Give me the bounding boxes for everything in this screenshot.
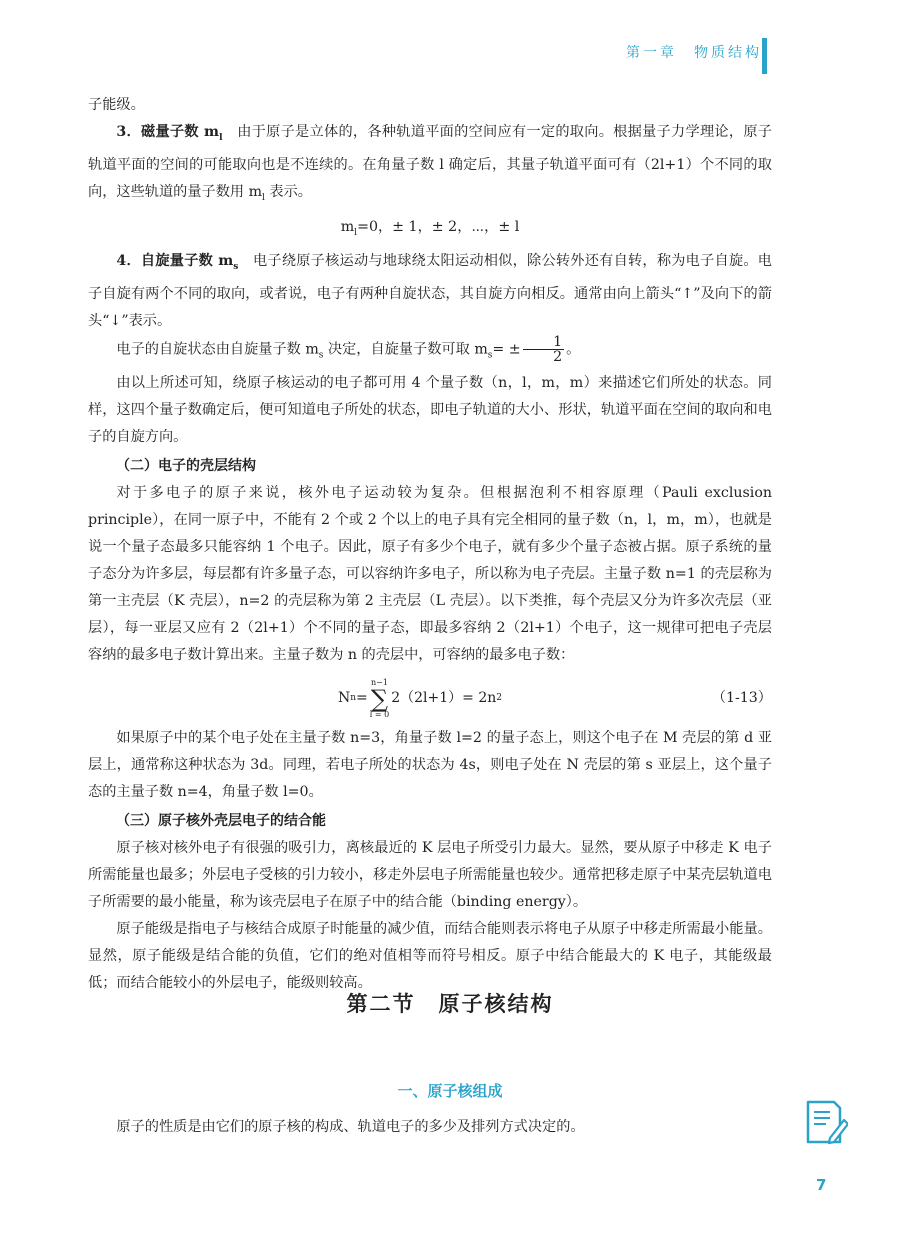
note-pencil-icon [804, 1098, 848, 1146]
paragraph-magnetic-quantum: 3．磁量子数 $m_l$ 由于原子是立体的，各种轨道平面的空间应有一定的取向。根据量子力学理论，原子轨道平面的空间的可能取向也是不连续的。在角量子数 l 确定后，其量子轨道平面可有（2l+1）个不同的取向，这些轨道的量子数用 $m_l$ 表示。 [88, 124, 772, 203]
header-accent-bar [762, 38, 767, 74]
paragraph-spin-quantum: 4．自旋量子数 $m_s$ 电子绕原子核运动与地球绕太阳运动相似，除公转外还有自转，称为电子自旋。电子自旋有两个不同的取向，或者说，电子有两种自旋状态，其自旋方向相反。通常由向上箭头“↑”及向下的箭头“↓”表示。 [88, 253, 772, 330]
heading-shell-structure: （二）电子的壳层结构 [116, 457, 256, 474]
page-number: 7 [816, 1176, 827, 1194]
section-title: 第二节 原子核结构 [346, 992, 554, 1016]
paragraph: 原子核对核外电子有很强的吸引力，离核最近的 K 层电子所受引力最大。显然，要从原子中移走 K 电子所需能量也最多；外层电子受核的引力较小，移走外层电子所需能量也较少。通常把移走原子中某壳层轨道电子所需要的最小能量，称为该壳层电子在原子中的结合能（binding energy）。 [88, 839, 772, 910]
term-label: 4．自旋量子数 $m_s$ [116, 253, 239, 273]
equation-body: N n = n−1 ∑ l = 0 2（2l+1）= 2n 2 [338, 677, 502, 719]
paragraph-spin-value: 电子的自旋状态由自旋量子数 $m_s$ 决定，自旋量子数可取 $m_s=$ ± $\frac{1}{2}$ 。 [116, 334, 581, 366]
subsection-title: 一、原子核组成 [397, 1082, 503, 1100]
paragraph: 子能级。 [88, 97, 145, 113]
fraction: $\frac{1}{2}$ [523, 335, 564, 364]
paragraph: 对于多电子的原子来说，核外电子运动较为复杂。但根据泡利不相容原理（Pauli exclusion principle），在同一原子中，不能有 2 个或 2 个以上的电子具有完全相同的量子数（n，l，m，m），也就是说一个量子态最多只能容纳 1 个电子。因此，原子有多少个电子，就有多少个量子态被占据。原子系统的量子态分为许多层，每层都有许多量子态，可以容纳许多电子，所以称为电子壳层。主量子数 n=1 的壳层称为第一主壳层（K 壳层），n=2 的壳层称为第 2 主壳层（L 壳层）。以下类推，每个壳层又分为许多次壳层（亚层），每一亚层又应有 2（2l+1）个不同的量子态，即最多容纳 2（2l+1）个电子，这一规律可把电子壳层容纳的最多电子数计算出来。主量子数为 n 的壳层中，可容纳的最多电子数： [88, 484, 772, 663]
paragraph: 原子能级是指电子与核结合成原子时能量的减少值，而结合能则表示将电子从原子中移走所需最小能量。显然，原子能级是结合能的负值，它们的绝对值相等而符号相反。原子中结合能最大的 K 电子，其能级最低；而结合能较小的外层电子，能级则较高。 [88, 920, 772, 991]
paragraph: 由以上所述可知，绕原子核运动的电子都可用 4 个量子数（n，l，m，m）来描述它们所处的状态。同样，这四个量子数确定后，便可知道电子所处的状态，即电子轨道的大小、形状，轨道平面在空间的取向和电子的自旋方向。 [88, 374, 772, 445]
term-label: 3．磁量子数 $m_l$ [116, 124, 223, 143]
running-header: 第一章 物质结构 [626, 45, 762, 61]
formula-ml: $m_l=0$，± 1，± 2，⋯，± l [340, 218, 520, 238]
paragraph: 原子的性质是由它们的原子核的构成、轨道电子的多少及排列方式决定的。 [116, 1119, 585, 1135]
equation-1-13 [88, 671, 772, 723]
equation-number: （1-13） [711, 689, 772, 706]
heading-binding-energy: （三）原子核外壳层电子的结合能 [116, 812, 326, 829]
sum-symbol: n−1 ∑ l = 0 [369, 677, 390, 719]
main-content [88, 92, 772, 997]
paragraph: 如果原子中的某个电子处在主量子数 n=3，角量子数 l=2 的量子态上，则这个电子在 M 壳层的第 d 亚层上，通常称这种状态为 3d。同理，若电子所处的状态为 4s，则电子处在 N 壳层的第 s 亚层上，这个量子态的主量子数 n=4，角量子数 l=0。 [88, 729, 772, 800]
